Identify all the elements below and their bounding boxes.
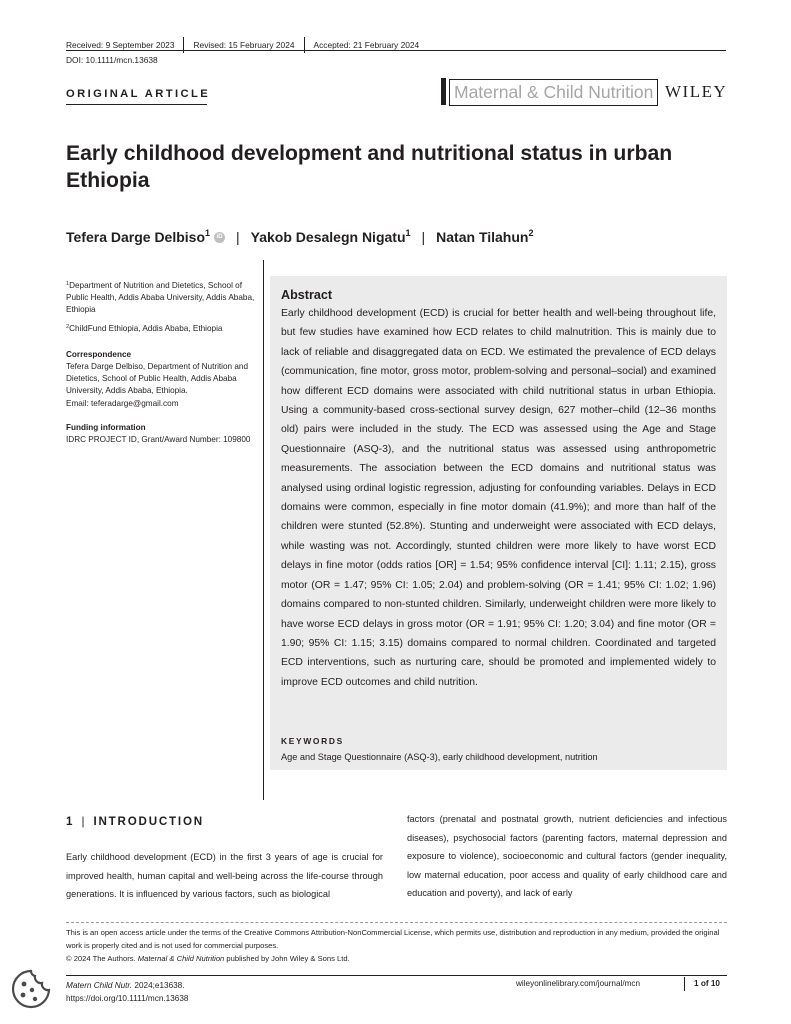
article-type: ORIGINAL ARTICLE — [66, 88, 211, 100]
affiliation-1: $^1$Department of Nutrition and Dietetics, School of Public Health, Addis Ababa University, Addis Ababa, Ethiopia — [66, 281, 255, 315]
keywords-heading: KEYWORDS — [281, 736, 344, 746]
copyright-line: © 2024 The Authors. Maternal & Child Nutrition published by John Wiley & Sons Ltd. — [66, 954, 350, 963]
revised-date: Revised: 15 February 2024 — [193, 40, 295, 50]
column-divider — [263, 260, 264, 800]
header-rule — [66, 50, 726, 51]
footer-doi-link[interactable]: https://doi.org/10.1111/mcn.13638 — [66, 994, 189, 1003]
keywords-text: Age and Stage Questionnaire (ASQ-3), early childhood development, nutrition — [281, 752, 598, 762]
author-3[interactable]: Natan Tilahun$^2$ — [436, 228, 534, 245]
section-heading-introduction: 1 | INTRODUCTION — [66, 815, 204, 828]
funding-text: IDRC PROJECT ID, Grant/Award Number: 109800 — [66, 435, 251, 445]
doi[interactable]: DOI: 10.1111/mcn.13638 — [66, 55, 158, 65]
article-type-underline — [66, 104, 207, 105]
cookie-icon[interactable] — [10, 968, 52, 1010]
footer-citation: Matern Child Nutr. 2024;e13638. https://doi.org/10.1111/mcn.13638 — [66, 981, 189, 1003]
intro-text-left: Early childhood development (ECD) in the first 3 years of age is crucial for improved health, human capital and well-being across the life-course through generations. It is influenced by various factors, such as biological — [66, 852, 383, 900]
funding-heading: Funding information — [66, 422, 146, 432]
article-title: Early childhood development and nutritional status in urban Ethiopia — [66, 142, 673, 192]
footer-divider — [684, 977, 685, 991]
accepted-date: Accepted: 21 February 2024 — [313, 40, 420, 50]
publisher-logo: WILEY — [665, 82, 728, 101]
journal-site-link[interactable]: wileyonlinelibrary.com/journal/mcn — [516, 979, 641, 988]
section-title: INTRODUCTION — [93, 815, 204, 828]
received-date: Received: 9 September 2023 — [66, 40, 175, 50]
author-list — [66, 228, 533, 245]
author-separator: | — [421, 228, 426, 245]
author-1[interactable]: Tefera Darge Delbiso$^1$ — [66, 228, 211, 245]
journal-name: Maternal & Child Nutrition — [449, 79, 658, 106]
intro-text-right: factors (prenatal and postnatal growth, nutrient deficiencies and infectious diseases), psychosocial factors (parenting factors, maternal depression and exposure to violence), socioeconomic and cultural factors (gender inequality, low maternal education, poor access and quality of early childhood care and education and poverty), and lack of early — [407, 814, 727, 899]
affiliation-2: $^2$ChildFund Ethiopia, Addis Ababa, Ethiopia — [66, 323, 223, 333]
abstract-heading: Abstract — [281, 288, 333, 302]
footer-rule — [66, 975, 727, 976]
license-divider — [66, 922, 727, 923]
correspondence-text: Tefera Darge Delbiso, Department of Nutrition and Dietetics, School of Public Health, Addis Ababa University, Addis Ababa, Ethiopia. — [66, 362, 249, 396]
section-number: 1 — [66, 815, 73, 828]
page-number: 1 of 10 — [694, 979, 720, 988]
correspondence-email[interactable]: Email: teferadarge@gmail.com — [66, 398, 179, 408]
abstract-text: Early childhood development (ECD) is crucial for better health and well-being throughout life, but few studies have examined how ECD relates to child malnutrition. This is mainly due to lack of reliable and disaggregated data on ECD. We estimated the prevalence of ECD delays (communication, fine motor, gross motor, problem-solving and personal–social) and examined how different ECD domains were associated with child nutritional status in urban Ethiopia. Using a community-based cross-sectional survey design, 627 mother–child (12–36 months old) pairs were included in the study. The ECD was assessed using the Age and Stage Questionnaire (ASQ-3), and the nutritional status was assessed using anthropometric measurements. The association between the ECD domains and nutritional status was analysed using ordinal logistic regression, adjusting for confounding variables. Delays in ECD domains were common, especially in fine motor domain (41.9%); and more than half of the children were stunted (52.8%). Stunting and underweight were associated with ECD delays, while wasting was not. Accordingly, stunted children were more likely to have worst ECD delays in fine motor (odds ratios [OR] = 1.54; 95% confidence interval [CI]: 1.11; 2.15), gross motor (OR = 1.47; 95% CI: 1.05; 2.04) and problem-solving (OR = 1.41; 95% CI: 1.02; 1.96) domains compared to non-stunted children. Similarly, underweight children were more likely to have worse ECD delays in gross motor (OR = 1.91; 95% CI: 1.20; 3.04) and fine motor (OR = 1.90; 95% CI: 1.15; 3.15) domains compared to normal children. Coordinated and targeted ECD interventions, such as nurturing care, should be promoted and implemented widely to improve ECD outcomes and child nutrition. — [281, 308, 716, 688]
author-separator: | — [236, 228, 240, 245]
author-info-column — [66, 278, 258, 446]
correspondence-heading: Correspondence — [66, 349, 132, 359]
journal-logo-bar — [441, 78, 446, 105]
orcid-icon[interactable]: iD — [214, 232, 225, 243]
license-notice — [66, 926, 728, 965]
author-2[interactable]: Yakob Desalegn Nigatu$^1$ — [250, 228, 411, 245]
license-text: This is an open access article under the terms of the Creative Commons Attribution-NonCommercial License, which permits use, distribution and reproduction in any medium, provided the original work is properly cited and is not used for commercial purposes. — [66, 928, 720, 950]
